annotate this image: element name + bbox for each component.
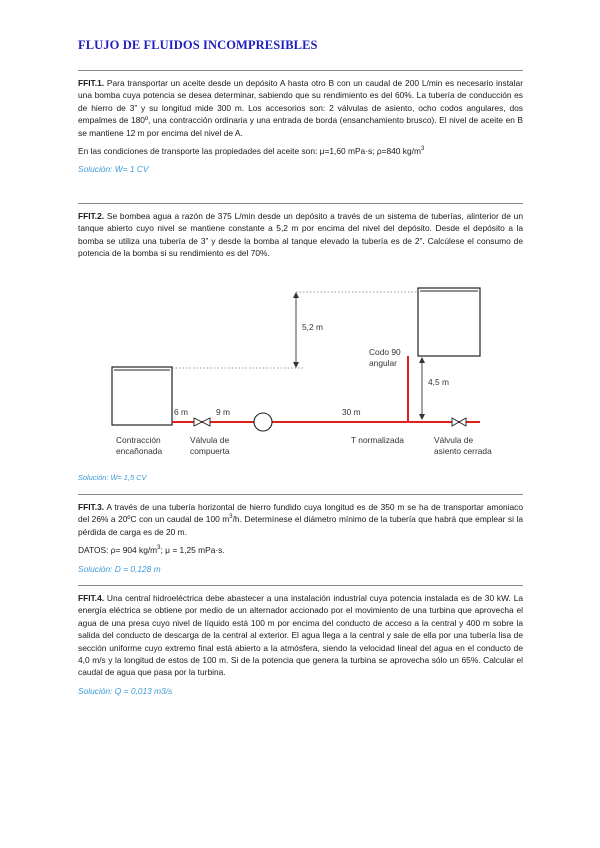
data-text-end: ; μ = 1,25 mPa·s. <box>160 545 225 556</box>
problem-properties <box>78 145 523 157</box>
gate-valve-icon <box>194 418 202 426</box>
gate-valve-icon <box>202 418 210 426</box>
gate-valve-label-1: Válvula de <box>190 435 230 445</box>
arrow-down-icon <box>419 414 425 420</box>
page-title: FLUJO DE FLUIDOS INCOMPRESIBLES <box>78 38 318 52</box>
problem-text <box>78 592 523 679</box>
superscript: 3 <box>229 514 233 521</box>
problem-text <box>78 210 523 260</box>
problem-ffit2 <box>78 203 523 266</box>
data-text: DATOS: ρ= 904 kg/m <box>78 545 158 556</box>
problem-body: Para transportar un aceite desde un depósito A hasta otro B con un caudal de 200 L/min es necesario instalar una bomba cuya potencia se desea determinar, sabiendo que su rendimiento es del 60%. La tubería de conducción es de hierro de 3” y su longitud mide 300 m. Los accesorios son: 2 válvulas de asiento, ocho codos angulares, dos empalmes de 180º, una contracción ordinaria y una entrada de borda (ensanchamiento brusco). El nivel de aceite en B se mantiene 12 m por encima del nivel de A. <box>78 78 524 138</box>
problem-body: Una central hidroeléctrica debe abastecer a una instalación industrial cuya potencia instalada es de 30 kW. La energía eléctrica se obtiene por medio de un alternador accionado por el movimiento de una turbina que aprovecha el agua de una presa cuyo nivel de líquido está 100 m por encima del conducto de acceso a la central y 400 m sobre la salida del conducto de descarga de la central al exterior. El agua llega a la central y sale de ella por una tubería lisa de sección uniforme cuyo extremo final está abierto a la atmósfera, siendo la velocidad lineal del agua en el conducto de 4,0 m/s y la longitud de estos de 100 m. Si de la potencia que genera la turbina se aprovecha sólo un 65%. Calcular el caudal de agua que pasa por la turbina. <box>78 593 524 678</box>
superscript: 3 <box>157 545 161 552</box>
problem-label: FFIT.2. <box>78 211 105 221</box>
superscript: 3 <box>420 146 425 153</box>
solution-text: Solución: Ẇ= 1,5 CV <box>78 473 147 482</box>
length-label-6m: 6 m <box>174 407 188 417</box>
globe-valve-label-2: asiento cerrada <box>434 446 492 456</box>
problem-ffit4 <box>78 585 523 703</box>
solution-text: Solución: D = 0,128 m <box>78 563 161 574</box>
problem-label: FFIT.1. <box>78 78 105 88</box>
length-label-30m: 30 m <box>342 407 361 417</box>
arrow-up-icon <box>293 292 299 298</box>
solution-text: Solución: Ẇ= 1 CV <box>78 164 149 175</box>
upper-tank <box>418 288 480 356</box>
properties-text: En las condiciones de transporte las propiedades del aceite son: μ=1,60 mPa·s; ρ=840 kg/m <box>78 146 421 157</box>
diagram-svg <box>78 282 523 462</box>
problem-text <box>78 77 523 139</box>
contraction-label-2: encañonada <box>116 446 163 456</box>
problem-text <box>78 501 523 538</box>
elbow-label-1: Codo 90 <box>369 347 401 357</box>
height-top-label: 5,2 m <box>302 322 323 332</box>
problem-label: FFIT.4. <box>78 593 105 603</box>
pump-icon <box>254 413 272 431</box>
problem-body-end: /h. Determínese el diámetro mínimo de la tubería que habrá que emplear si la pérdida de carga es de 20 m. <box>78 514 523 537</box>
problem-body: Se bombea agua a razón de 375 L/min desde un depósito a través de un sistema de tuberías, alinterior de un tanque abierto cuyo nivel se mantiene constante a 5,2 m por encima del nivel del depósito. Desde el depósito a la bomba se utiliza una tubería de 3” y desde la bomba al tanque elevado la tubería es de 2”. Calcúlese el consumo de potencia de la bomba si su rendimiento es del 70%. <box>78 211 523 259</box>
contraction-label-1: Contracción <box>116 435 161 445</box>
globe-valve-label-1: Válvula de <box>434 435 474 445</box>
arrow-down-icon <box>293 362 299 368</box>
globe-valve-icon <box>452 418 459 426</box>
problem-data <box>78 544 523 556</box>
height-right-label: 4,5 m <box>428 377 449 387</box>
solution-text: Solución: Q = 0,013 m3/s <box>78 685 173 696</box>
gate-valve-label-2: compuerta <box>190 446 230 456</box>
length-label-9m: 9 m <box>216 407 230 417</box>
pumping-system-diagram <box>78 282 523 462</box>
globe-valve-icon <box>459 418 466 426</box>
problem-ffit1 <box>78 70 523 182</box>
problem-label: FFIT.3. <box>78 502 105 512</box>
tee-label: T normalizada <box>351 435 404 445</box>
problem-ffit3 <box>78 494 523 581</box>
elbow-label-2: angular <box>369 358 397 368</box>
lower-tank <box>112 367 172 425</box>
problem-body: A través de una tubería horizontal de hierro fundido cuya longitud es de 350 m se ha de transportar amoniaco del 26% a 20ºC con un caudal de 100 m <box>78 502 523 525</box>
arrow-up-icon <box>419 357 425 363</box>
